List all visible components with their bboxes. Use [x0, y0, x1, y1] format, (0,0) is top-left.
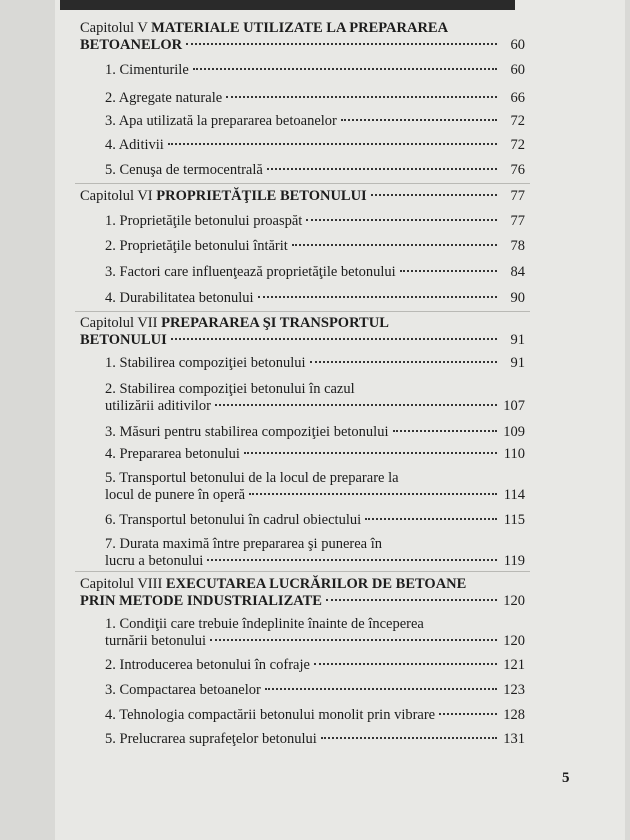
dot-leader [249, 493, 497, 495]
page-ref: 109 [503, 424, 525, 440]
dot-leader [341, 119, 497, 121]
dot-leader [244, 452, 497, 454]
page-ref: 66 [510, 90, 525, 106]
divider [75, 571, 530, 572]
page-ref: 121 [503, 657, 525, 673]
dot-leader [265, 688, 497, 690]
entry-label: 7. Durata maximă între prepararea şi punerea în [105, 536, 382, 552]
entry-label: 4. Prepararea betonului [105, 446, 240, 462]
dot-leader [439, 713, 497, 715]
dot-leader [306, 219, 497, 221]
toc-entry[interactable] [105, 536, 525, 570]
page-ref: 110 [503, 446, 525, 462]
entry-label: 2. Agregate naturale [105, 90, 223, 106]
dot-leader [215, 404, 497, 406]
chapter-5-heading[interactable] [80, 20, 525, 54]
toc-entry[interactable] [105, 213, 525, 230]
toc-entry[interactable] [105, 446, 525, 463]
chapter-title-cont: BETONULUI [80, 332, 167, 348]
page-ref: 120 [503, 633, 525, 649]
chapter-title: PREPARAREA ŞI TRANSPORTUL [161, 315, 389, 331]
chapter-title-cont: PRIN METODE INDUSTRIALIZATE [80, 593, 322, 609]
page-ref: 76 [510, 162, 525, 178]
dot-leader [186, 43, 497, 45]
dot-leader [193, 68, 497, 70]
entry-label-cont: lucru a betonului [105, 553, 204, 569]
page-ref: 91 [510, 332, 525, 348]
page-ref: 84 [510, 264, 525, 280]
dot-leader [207, 559, 497, 561]
toc-entry[interactable] [105, 657, 525, 674]
page-ref: 72 [510, 137, 525, 153]
entry-label: 3. Apa utilizată la prepararea betoanelor [105, 113, 337, 129]
entry-label: 3. Factori care influenţează proprietăţile betonului [105, 264, 396, 280]
toc-entry[interactable] [105, 264, 525, 281]
divider [75, 311, 530, 312]
chapter-title: PROPRIETĂŢILE BETONULUI [156, 188, 367, 204]
entry-label: 5. Transportul betonului de la locul de preparare la [105, 470, 399, 486]
page-ref: 107 [503, 398, 525, 414]
divider [75, 183, 530, 184]
toc-entry[interactable] [105, 113, 525, 130]
entry-label: 3. Compactarea betoanelor [105, 682, 261, 698]
chapter-label: Capitolul V [80, 20, 152, 36]
dot-leader [314, 663, 497, 665]
entry-label: 6. Transportul betonului în cadrul obiectului [105, 512, 362, 528]
page-ref: 90 [510, 290, 525, 306]
page-ref: 60 [510, 37, 525, 53]
dot-leader [267, 168, 497, 170]
entry-label: 3. Măsuri pentru stabilirea compoziţiei betonului [105, 424, 389, 440]
toc-entry[interactable] [105, 62, 525, 79]
page-ref: 91 [510, 355, 525, 371]
page-ref: 120 [503, 593, 525, 609]
dot-leader [393, 430, 498, 432]
toc-entry[interactable] [105, 90, 525, 107]
entry-label: 1. Cimenturile [105, 62, 189, 78]
toc-entry[interactable] [105, 355, 525, 372]
toc-entry[interactable] [105, 682, 525, 699]
page-ref: 131 [503, 731, 525, 747]
entry-label: 2. Introducerea betonului în cofraje [105, 657, 310, 673]
dot-leader [326, 599, 497, 601]
toc-entry[interactable] [105, 137, 525, 154]
entry-label: 1. Proprietăţile betonului proaspăt [105, 213, 303, 229]
page-ref: 123 [503, 682, 525, 698]
page-ref: 128 [503, 707, 525, 723]
page-ref: 119 [503, 553, 525, 569]
entry-label: 5. Cenuşa de termocentrală [105, 162, 263, 178]
page-ref: 60 [510, 62, 525, 78]
entry-label-cont: locul de punere în operă [105, 487, 246, 503]
entry-label: 1. Condiţii care trebuie îndeplinite înainte de începerea [105, 616, 424, 632]
entry-label: 4. Tehnologia compactării betonului monolit prin vibrare [105, 707, 436, 723]
dot-leader [371, 194, 497, 196]
page-ref: 78 [510, 238, 525, 254]
entry-label: 2. Proprietăţile betonului întărit [105, 238, 288, 254]
chapter-label: Capitolul VII [80, 315, 162, 331]
chapter-title: EXECUTAREA LUCRĂRILOR DE BETOANE [165, 576, 467, 592]
chapter-label: Capitolul VI [80, 188, 157, 204]
toc-entry[interactable] [105, 512, 525, 529]
entry-label: 5. Prelucrarea suprafeţelor betonului [105, 731, 317, 747]
dot-leader [400, 270, 497, 272]
toc-entry[interactable] [105, 238, 525, 255]
entry-label: 4. Aditivii [105, 137, 164, 153]
chapter-title: MATERIALE UTILIZATE LA PREPARAREA [151, 20, 449, 36]
page-ref: 77 [510, 213, 525, 229]
dot-leader [168, 143, 497, 145]
toc-entry[interactable] [105, 616, 525, 650]
toc-entry[interactable] [105, 381, 525, 415]
chapter-label: Capitolul VIII [80, 576, 166, 592]
dot-leader [292, 244, 497, 246]
dot-leader [210, 639, 497, 641]
toc-entry[interactable] [105, 470, 525, 504]
dot-leader [310, 361, 497, 363]
chapter-8-heading[interactable] [80, 576, 525, 610]
page-ref: 72 [510, 113, 525, 129]
chapter-7-heading[interactable] [80, 315, 525, 349]
dot-leader [258, 296, 497, 298]
toc-entry[interactable] [105, 707, 525, 724]
dot-leader [226, 96, 497, 98]
toc-entry[interactable] [105, 424, 525, 441]
dot-leader [171, 338, 497, 340]
chapter-title-cont: BETOANELOR [80, 37, 183, 53]
toc-entry[interactable] [105, 290, 525, 307]
toc-entry[interactable] [105, 162, 525, 179]
dot-leader [321, 737, 497, 739]
entry-label-cont: utilizării aditivilor [105, 398, 211, 414]
entry-label: 2. Stabilirea compoziţiei betonului în cazul [105, 381, 355, 397]
page-number: 5 [562, 770, 570, 786]
page-ref: 115 [503, 512, 525, 528]
chapter-6-heading[interactable] [80, 188, 525, 205]
entry-label: 1. Stabilirea compoziţiei betonului [105, 355, 306, 371]
dot-leader [365, 518, 497, 520]
toc-entry[interactable] [105, 731, 525, 748]
page-ref: 77 [510, 188, 525, 204]
entry-label: 4. Durabilitatea betonului [105, 290, 254, 306]
page-ref: 114 [503, 487, 525, 503]
entry-label-cont: turnării betonului [105, 633, 207, 649]
